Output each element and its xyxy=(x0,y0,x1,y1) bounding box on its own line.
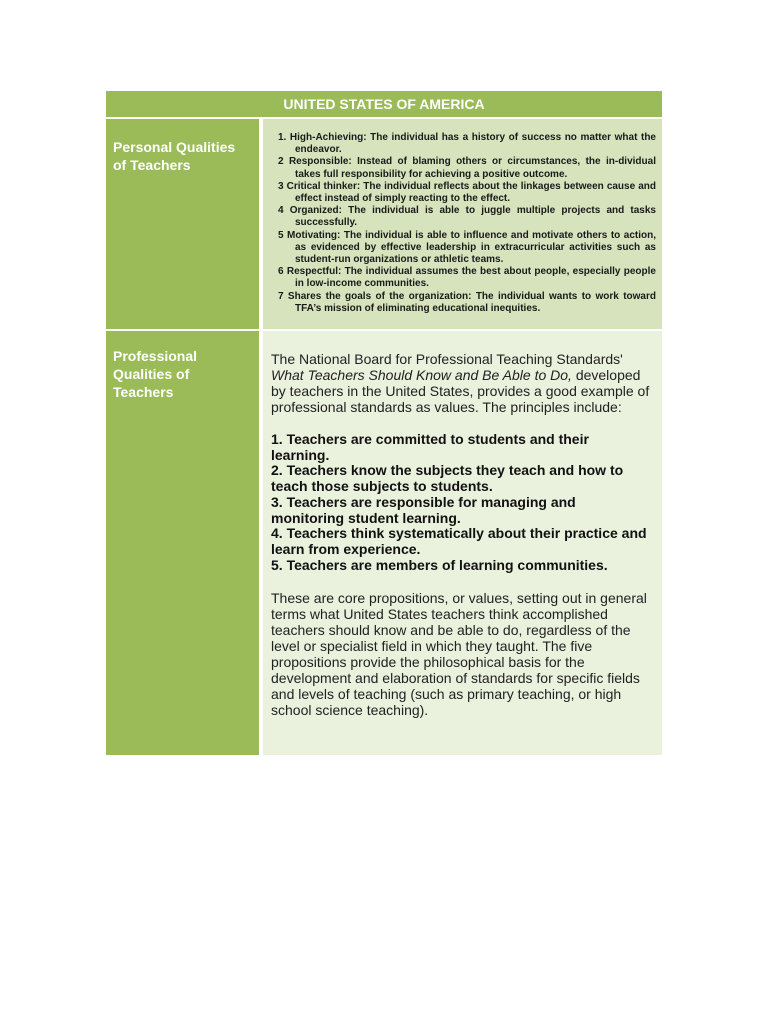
list-item: 2 Responsible: Instead of blaming others or circumstances, the in-dividual takes full responsibility for achieving a positive outcome. xyxy=(278,156,656,180)
personal-qualities-list xyxy=(263,119,662,315)
list-item: 5. Teachers are members of learning communities. xyxy=(271,556,608,573)
personal-qualities-content xyxy=(263,119,662,331)
principles-list xyxy=(271,432,650,573)
list-item: 3 Critical thinker: The individual reflects about the linkages between cause and effect instead of simply reacting to the effect. xyxy=(278,180,656,205)
book-title: What Teachers Should Know and Be Able to Do, xyxy=(271,367,572,383)
list-item: 6 Respectful: The individual assumes the best about people, especially people in low-income communities. xyxy=(278,266,656,290)
table-title: UNITED STATES OF AMERICA xyxy=(106,91,662,119)
intro-paragraph xyxy=(271,351,650,415)
personal-qualities-label: Personal Qualities of Teachers xyxy=(106,119,263,331)
list-item: 3. Teachers are responsible for managing and monitoring student learning. xyxy=(271,493,576,526)
list-item: 5 Motivating: The individual is able to influence and motivate others to action, as evidenced by effective leadership in extracurricular activities such as student-run organizations or athletic teams. xyxy=(278,229,656,266)
professional-qualities-content xyxy=(263,331,662,755)
intro-text-continued: developed by teachers in the United States, provides a good example of professional standards as values. The principles include: xyxy=(271,367,650,415)
qualities-table xyxy=(106,91,662,755)
list-item: 4. Teachers think systematically about their practice and learn from experience. xyxy=(271,525,647,557)
closing-paragraph: These are core propositions, or values, setting out in general terms what United States teachers think accomplished teachers should know and be able to do, regardless of the level or specialist field in which they taught. The five propositions provide the philosophical basis for the development and elaboration of standards for specific fields and levels of teaching (such as primary teaching, or high school science teaching). xyxy=(271,590,647,719)
intro-text: The National Board for Professional Teaching Standards' xyxy=(271,351,623,367)
list-item: 7 Shares the goals of the organization: The individual wants to work toward TFA’s mission of eliminating educational inequities. xyxy=(278,290,656,314)
professional-qualities-label: Professional Qualities of Teachers xyxy=(106,331,263,755)
professional-qualities-row xyxy=(106,331,662,755)
personal-qualities-row xyxy=(106,119,662,331)
list-item: 1. High-Achieving: The individual has a history of success no matter what the endeavor. xyxy=(278,132,656,156)
list-item: 1. Teachers are committed to students and their learning. xyxy=(271,431,589,463)
list-item: 4 Organized: The individual is able to juggle multiple projects and tasks successfully. xyxy=(278,205,656,229)
list-item: 2. Teachers know the subjects they teach and how to teach those subjects to students. xyxy=(271,462,624,495)
